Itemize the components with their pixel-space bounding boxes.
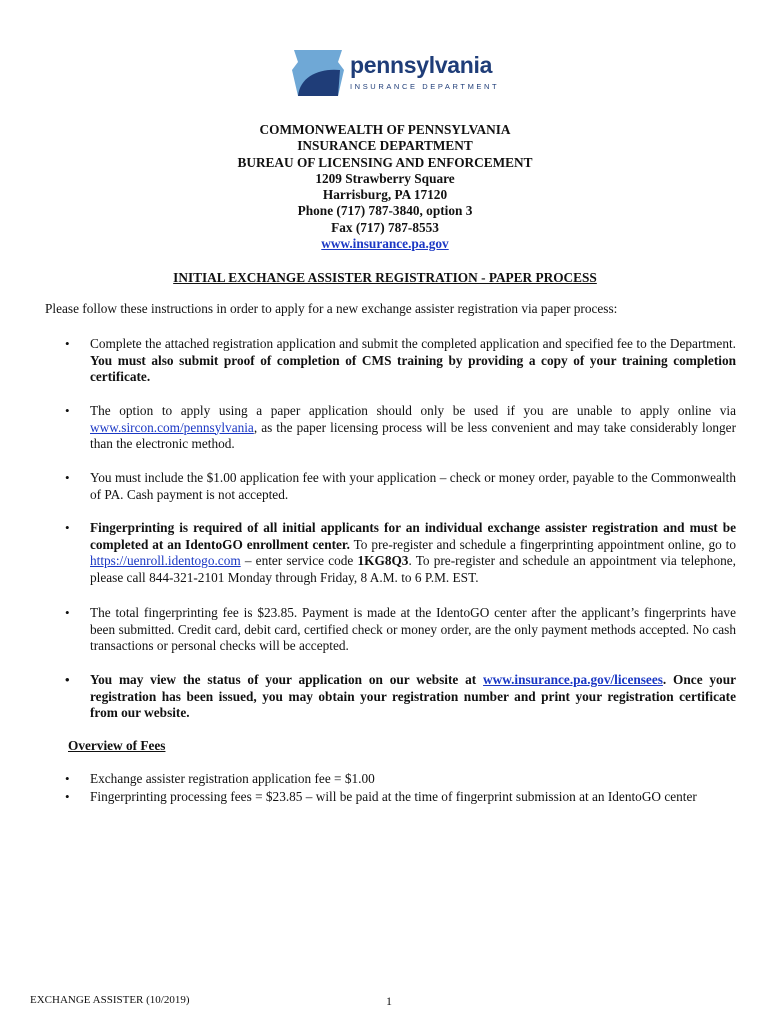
logo-subtitle: INSURANCE DEPARTMENT	[350, 82, 500, 91]
service-code: 1KG8Q3	[357, 553, 409, 569]
header-phone: Phone (717) 787-3840, option 3	[297, 203, 473, 219]
header-address: 1209 Strawberry Square	[315, 170, 455, 186]
item-bold-text: You may view the status of your application on our website at	[90, 672, 484, 687]
bullet-icon: •	[65, 605, 70, 620]
item-bold-text: Fingerprinting is required of all initial applicants for an individual exchange assister registration and must be completed at an IdentoGO enrollment center.	[90, 520, 736, 552]
item-text: Complete the attached registration application and submit the completed application and specified fee to the Department.	[90, 336, 736, 351]
header-line: BUREAU OF LICENSING AND ENFORCEMENT	[237, 154, 533, 170]
header-fax: Fax (717) 787-8553	[331, 219, 439, 235]
item-bold-text: You must also submit proof of completion of CMS training by providing a copy of your training completion certificate.	[90, 352, 736, 385]
item-text: , as the paper licensing process will be less convenient and may take considerably longer than the electronic method.	[90, 419, 736, 452]
item-bold-text: . Once your registration has been issued, you may obtain your registration number and print your registration certificate from our website.	[90, 672, 737, 721]
identogo-link[interactable]: https://uenroll.identogo.com	[90, 553, 241, 569]
licensees-link[interactable]: www.insurance.pa.gov/licensees	[483, 672, 663, 687]
document-title: INITIAL EXCHANGE ASSISTER REGISTRATION - PAPER PROCESS	[173, 270, 597, 285]
list-item	[65, 470, 736, 503]
bullet-icon: •	[65, 336, 70, 351]
item-text: . To pre-register and schedule an appointment via telephone, please call 844-321-2101 Monday through Friday, 8 A.M. to 6 P.M. EST.	[90, 553, 736, 585]
item-text: The total fingerprinting fee is $23.85. Payment is made at the IdentoGO center after the applicant’s fingerprints have been submitted. Credit card, debit card, certified check or money order, are the only payment methods accepted. No cash transactions or personal checks will be accepted.	[90, 605, 736, 654]
list-item	[65, 336, 736, 386]
list-item	[65, 672, 737, 722]
department-header	[0, 122, 770, 252]
bullet-icon: •	[65, 403, 70, 418]
logo-wordmark: pennsylvania	[350, 52, 493, 78]
header-line: INSURANCE DEPARTMENT	[297, 138, 473, 154]
header-line: COMMONWEALTH OF PENNSYLVANIA	[259, 122, 511, 137]
website-link[interactable]: www.insurance.pa.gov	[321, 236, 449, 252]
bullet-icon: •	[65, 470, 70, 485]
item-text: – enter service code	[240, 553, 358, 569]
bullet-icon: •	[65, 771, 70, 786]
page-number: 1	[386, 994, 392, 1008]
sircon-link[interactable]: www.sircon.com/pennsylvania	[90, 419, 254, 435]
bullet-icon: •	[65, 520, 70, 535]
fee-text: Fingerprinting processing fees = $23.85 – will be paid at the time of fingerprint submission at an IdentoGO center	[90, 789, 697, 804]
keystone-logo-icon	[290, 48, 346, 98]
header-city: Harrisburg, PA 17120	[322, 187, 448, 203]
item-text: The option to apply using a paper application should only be used if you are unable to apply online via	[90, 403, 736, 418]
list-item	[65, 605, 736, 655]
list-item	[65, 403, 736, 453]
pennsylvania-insurance-logo	[290, 48, 500, 98]
list-item	[65, 520, 736, 586]
fee-text: Exchange assister registration application fee = $1.00	[90, 771, 375, 786]
footer-form-id: EXCHANGE ASSISTER (10/2019)	[30, 994, 190, 1006]
item-text: You must include the $1.00 application fee with your application – check or money order, payable to the Commonwealth of PA. Cash payment is not accepted.	[90, 470, 736, 502]
bullet-icon: •	[65, 789, 70, 804]
fee-list-item	[65, 771, 375, 788]
fees-heading: Overview of Fees	[68, 738, 166, 753]
fee-list-item	[65, 789, 697, 806]
intro-text: Please follow these instructions in order to apply for a new exchange assister registration via paper process:	[45, 301, 618, 316]
item-text: To pre-register and schedule a fingerprinting appointment online, go to	[349, 536, 736, 552]
bullet-icon: •	[65, 672, 70, 687]
